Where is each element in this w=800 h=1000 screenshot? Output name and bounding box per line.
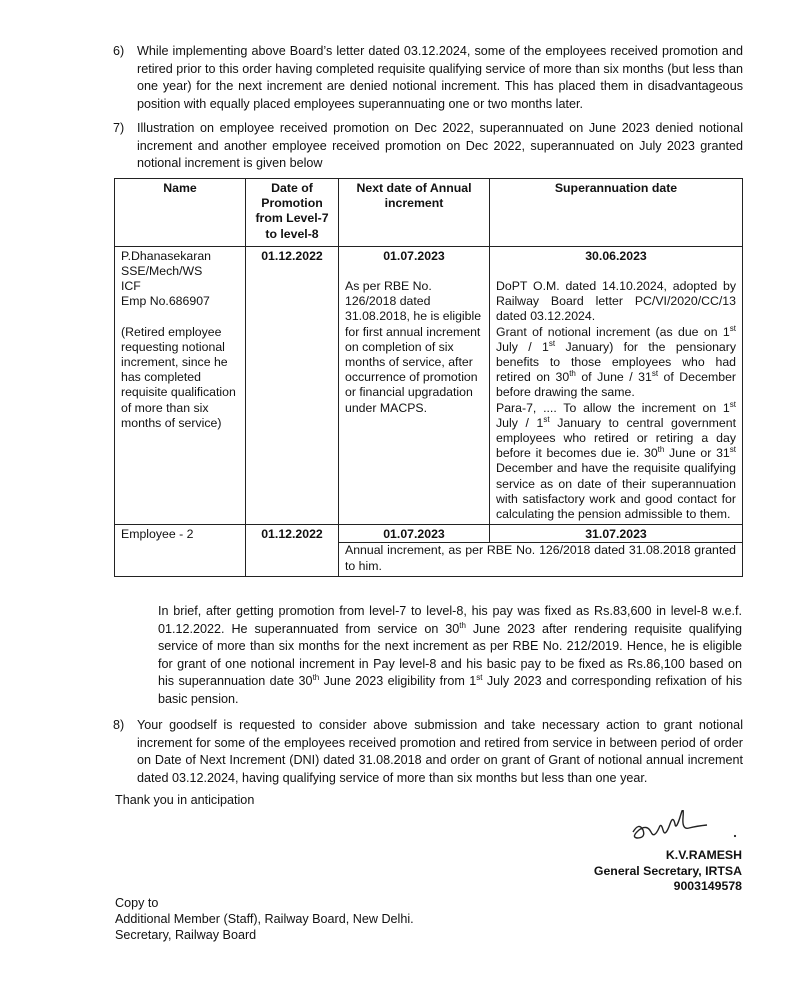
paragraph-text: Illustration on employee received promotion on Dec 2022, superannuated on June 2023 denied notional increment and another employee received promotion on Dec 2022, superannuated on July 2023 granted notional increment is given below bbox=[137, 121, 743, 171]
employee-1-cell bbox=[115, 246, 246, 524]
paragraph-6 bbox=[115, 43, 743, 113]
table-header-row bbox=[115, 179, 743, 247]
para-7-text: Para-7, .... To allow the increment on 1st July / 1st January to central government employees who retired or retiring a day before it becomes due ie. 30th June or 31st December and have the requisite qualifying service as on date of their superannuation with satisfactory work and good contact for calculating the pension admissible to them. bbox=[496, 399, 736, 522]
next-increment-cell bbox=[339, 246, 490, 524]
header-next-increment: Next date of Annual increment bbox=[339, 179, 490, 247]
header-superannuation: Superannuation date bbox=[490, 179, 743, 247]
superannuation-date: 31.07.2023 bbox=[490, 525, 743, 543]
brief-paragraph: In brief, after getting promotion from level-7 to level-8, his pay was fixed as Rs.83,600 in level-8 w.e.f. 01.12.2022. He superannuated from service on 30th June 2023 after rendering requisite qualifying service of more than six months for the next increment as per RBE No. 212/2019. Hence, he is eligible for grant of one notional increment in Pay level-8 and his basic pay to be fixed as Rs.86,100 based on his superannuation date 30th June 2023 eligibility from 1st July 2023 and corresponding refixation of his basic pension. bbox=[158, 604, 742, 706]
next-increment-date: 01.07.2023 bbox=[383, 248, 445, 263]
next-increment-date: 01.07.2023 bbox=[339, 525, 490, 543]
superannuation-date: 30.06.2023 bbox=[585, 248, 647, 263]
table-row bbox=[115, 246, 743, 524]
copy-recipient: Secretary, Railway Board bbox=[115, 928, 257, 942]
promotion-date: 01.12.2022 bbox=[246, 525, 339, 577]
signatory-phone: 9003149578 bbox=[673, 879, 742, 894]
employee-designation: SSE/Mech/WS bbox=[121, 264, 203, 279]
header-name: Name bbox=[115, 179, 246, 247]
employee-2-note: Annual increment, as per RBE No. 126/2018 dated 31.08.2018 granted to him. bbox=[339, 543, 743, 576]
paragraph-text: Your goodself is requested to consider above submission and take necessary action to grant notional increment for some of the employees received promotion and retired from service in between period of order on Date of Next Increment (DNI) dated 31.08.2018 and order on grant of Grant of notional annual increment dated 03.12.2024, having qualifying service of more than six months but less than one year. bbox=[137, 718, 743, 785]
signatory-title: General Secretary, IRTSA bbox=[593, 863, 742, 878]
copy-to-block bbox=[115, 895, 414, 943]
employee-name: P.Dhanasekaran bbox=[121, 248, 212, 263]
copy-to-heading: Copy to bbox=[115, 896, 159, 910]
illustration-table bbox=[114, 178, 743, 577]
closing-line: Thank you in anticipation bbox=[115, 793, 255, 807]
table-row bbox=[115, 525, 743, 543]
paragraph-number: 7) bbox=[113, 121, 125, 135]
grant-text: Grant of notional increment (as due on 1st July / 1st January) for the pensionary benefits to those employees who had retired on 30th of June / 31st of December before drawing the same. bbox=[496, 323, 737, 400]
copy-recipient: Additional Member (Staff), Railway Board, New Delhi. bbox=[115, 912, 414, 926]
superannuation-cell bbox=[490, 246, 743, 524]
paragraph-7 bbox=[115, 120, 743, 173]
header-promotion-date: Date of Promotion from Level-7 to level-8 bbox=[246, 179, 339, 247]
employee-2-name: Employee - 2 bbox=[115, 525, 246, 577]
promotion-date: 01.12.2022 bbox=[246, 246, 339, 524]
employee-number: Emp No.686907 bbox=[121, 294, 210, 309]
paragraph-number: 6) bbox=[113, 44, 125, 58]
paragraph-8 bbox=[115, 717, 743, 787]
increment-note: As per RBE No. 126/2018 dated 31.08.2018, he is eligible for first annual increment on completion of six months of service, after occurrence of promotion or financial upgradation under MACPS. bbox=[345, 279, 482, 415]
dopt-reference: DoPT O.M. dated 14.10.2024, adopted by Railway Board letter PC/VI/2020/CC/13 dated 03.12.2024. bbox=[496, 279, 736, 324]
paragraph-number: 8) bbox=[113, 718, 125, 732]
paragraph-text: While implementing above Board’s letter dated 03.12.2024, some of the employees received promotion and retired prior to this order having completed requisite qualifying service of more than six months (but less than one year) for the next increment are denied notional increment. This has placed them in disadvantageous position with equally placed employees superannuating one or two months later. bbox=[137, 44, 743, 111]
employee-note: (Retired employee requesting notional increment, since he has completed requisite qualification of more than six months of service) bbox=[121, 324, 236, 430]
employee-unit: ICF bbox=[121, 279, 141, 294]
signatory-name: K.V.RAMESH bbox=[665, 848, 742, 862]
signature-block bbox=[594, 816, 742, 895]
